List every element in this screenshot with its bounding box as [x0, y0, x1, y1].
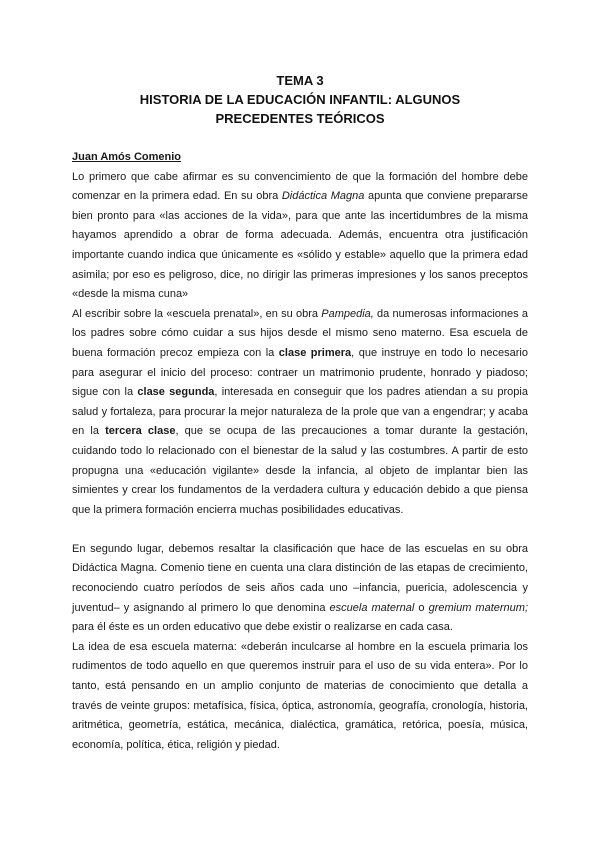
- italic-term: escuela maternal: [329, 601, 415, 614]
- document-header: [70, 71, 530, 128]
- document-body: [72, 148, 528, 755]
- paragraph-1: [72, 168, 528, 305]
- title-line-1: HISTORIA DE LA EDUCACIÓN INFANTIL: ALGUNOS: [139, 92, 461, 107]
- italic-work-title: Pampedia,: [321, 307, 374, 320]
- text-run: , interesada en conseguir que los padres atiendan a su propia salud y fortaleza, para procurar la mejor naturaleza de la prole que van a engendrar; y acaba en la: [72, 386, 528, 438]
- italic-term: gremium maternum;: [428, 601, 528, 614]
- text-run: Lo primero que cabe afirmar es su convencimiento de que la formación del hombre debe comenzar en la primera edad. En su obra: [72, 170, 528, 203]
- italic-work-title: Didáctica Magna: [281, 190, 365, 203]
- text-run: , que se ocupa de las precauciones a tomar durante la gestación, cuidando todo lo relacionado con el bienestar de la salud y las costumbres. A partir de esto propugna una «educación vigilante» desde la infancia, al objeto de implantar bien las simientes y crear los fundamentos de la verdadera cultura y educación debido a que piensa que la primera formación encierra muchas posibilidades educativas.: [72, 425, 529, 516]
- section-heading: Juan Amós Comenio: [72, 151, 181, 163]
- title-line-2: PRECEDENTES TEÓRICOS: [215, 111, 385, 126]
- paragraph-3: [72, 540, 528, 638]
- text-run: o: [414, 601, 429, 614]
- text-run: para él éste es un orden educativo que debe existir o realizarse en cada casa.: [72, 621, 453, 634]
- text-run: da numerosas informaciones a los padres sobre cómo cuidar a sus hijos desde el mismo seno materno. Esa escuela de buena formación precoz empieza con la: [72, 307, 529, 359]
- topic-number: TEMA 3: [276, 73, 324, 88]
- paragraph-4: [72, 638, 528, 756]
- text-run: , que instruye en todo lo necesario para asegurar el inicio del proceso: contraer un matrimonio prudente, honrado y piadoso; sigue con la: [72, 346, 528, 399]
- text-run: apunta que conviene prepararse bien pronto para «las acciones de la vida», para que ante las incertidumbres de la misma hayamos aprendido a obrar de forma adecuada. Además, encuentra otra justificación importante cuando indica que únicamente es «sólido y estable» aquello que la primera edad asimila; por eso es peligroso, dice, no dirigir las primeras impresiones y los sanos preceptos «desde la misma cuna»: [72, 190, 528, 301]
- text-run: Al escribir sobre la «escuela prenatal», en su obra: [72, 307, 322, 320]
- text-run: La idea de esa escuela materna: «deberán inculcarse al hombre en la escuela primaria los rudimentos de todo aquello en que queremos instruir para el uso de su vida entera». Por lo tanto, está pensando en un amplio conjunto de materias de conocimiento que detalla a través de veinte grupos: metafísica, física, óptica, astronomía, geografía, cronología, historia, aritmética, geometría, estática, mecánica, dialéctica, gramática, retórica, poesía, música, economía, política, ética, religión y piedad.: [72, 640, 528, 751]
- bold-term: clase segunda: [137, 386, 215, 399]
- bold-term: clase primera: [278, 346, 352, 359]
- paragraph-2: [72, 305, 528, 521]
- bold-term: tercera clase: [105, 425, 176, 438]
- text-run: En segundo lugar, debemos resaltar la clasificación que hace de las escuelas en su obra Didáctica Magna. Comenio tiene en cuenta una clara distinción de las etapas de crecimiento, reconociendo cuatro períodos de seis años cada uno –infancia, puericia, adolescencia y juventud– y asignando al primero lo que denomina: [72, 542, 528, 614]
